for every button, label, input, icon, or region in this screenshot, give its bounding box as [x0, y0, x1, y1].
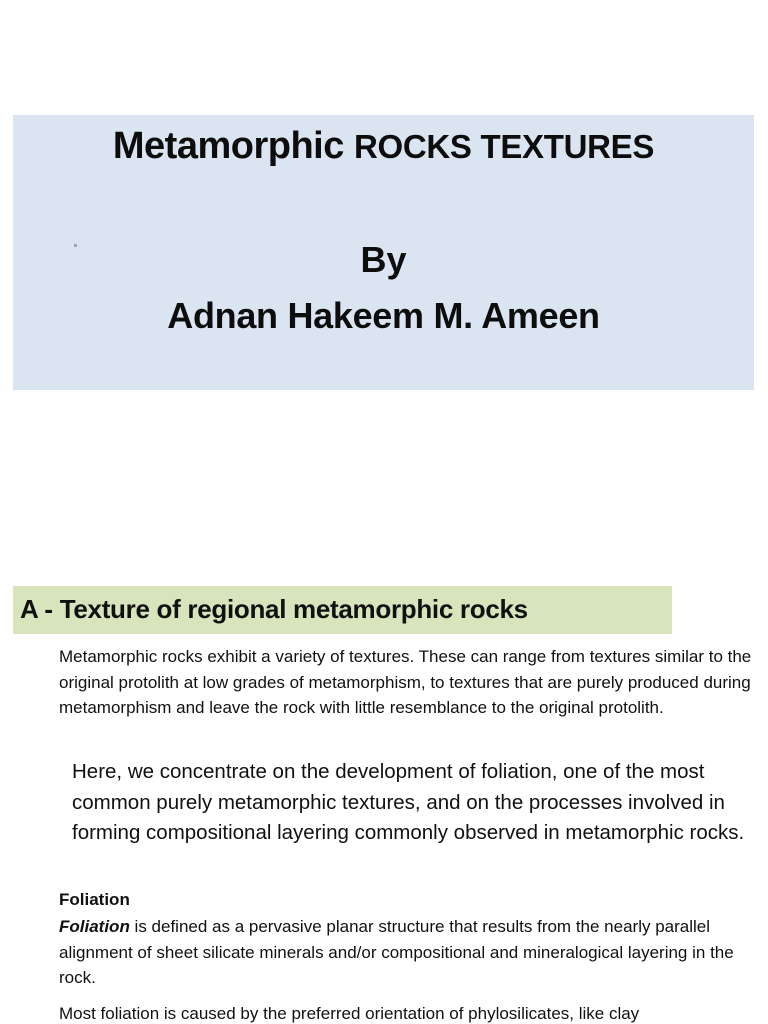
title-slide-box — [13, 115, 754, 390]
title-prefix: Metamorphic — [112, 125, 344, 167]
foliation-definition-paragraph — [59, 914, 759, 991]
intro-paragraph: Metamorphic rocks exhibit a variety of textures. These can range from textures similar to the original protolith at low grades of metamorphism, to textures that are purely produced during metamorphism and leave the rock with little resemblance to the original protolith. — [59, 647, 752, 717]
section-header-box — [13, 586, 672, 634]
by-label: By — [360, 239, 407, 280]
foliation-heading: Foliation — [59, 890, 130, 909]
focus-paragraph: Here, we concentrate on the development of foliation, one of the most common purely metamorphic textures, and on the processes involved in forming compositional layering commonly observed in metamorphic rocks. — [72, 760, 745, 844]
section-heading: A - Texture of regional metamorphic rocks — [20, 594, 528, 624]
foliation-term: Foliation — [59, 917, 130, 936]
title-caps: ROCKS TEXTURES — [353, 128, 655, 165]
document-title — [13, 125, 754, 168]
foliation-definition: is defined as a pervasive planar structure that results from the nearly parallel alignment of sheet silicate minerals and/or compositional and mineralogical layering in the rock. — [59, 917, 734, 987]
foliation-cause-paragraph: Most foliation is caused by the preferred orientation of phylosilicates, like clay — [59, 1004, 640, 1023]
author-name: Adnan Hakeem M. Ameen — [167, 295, 600, 336]
